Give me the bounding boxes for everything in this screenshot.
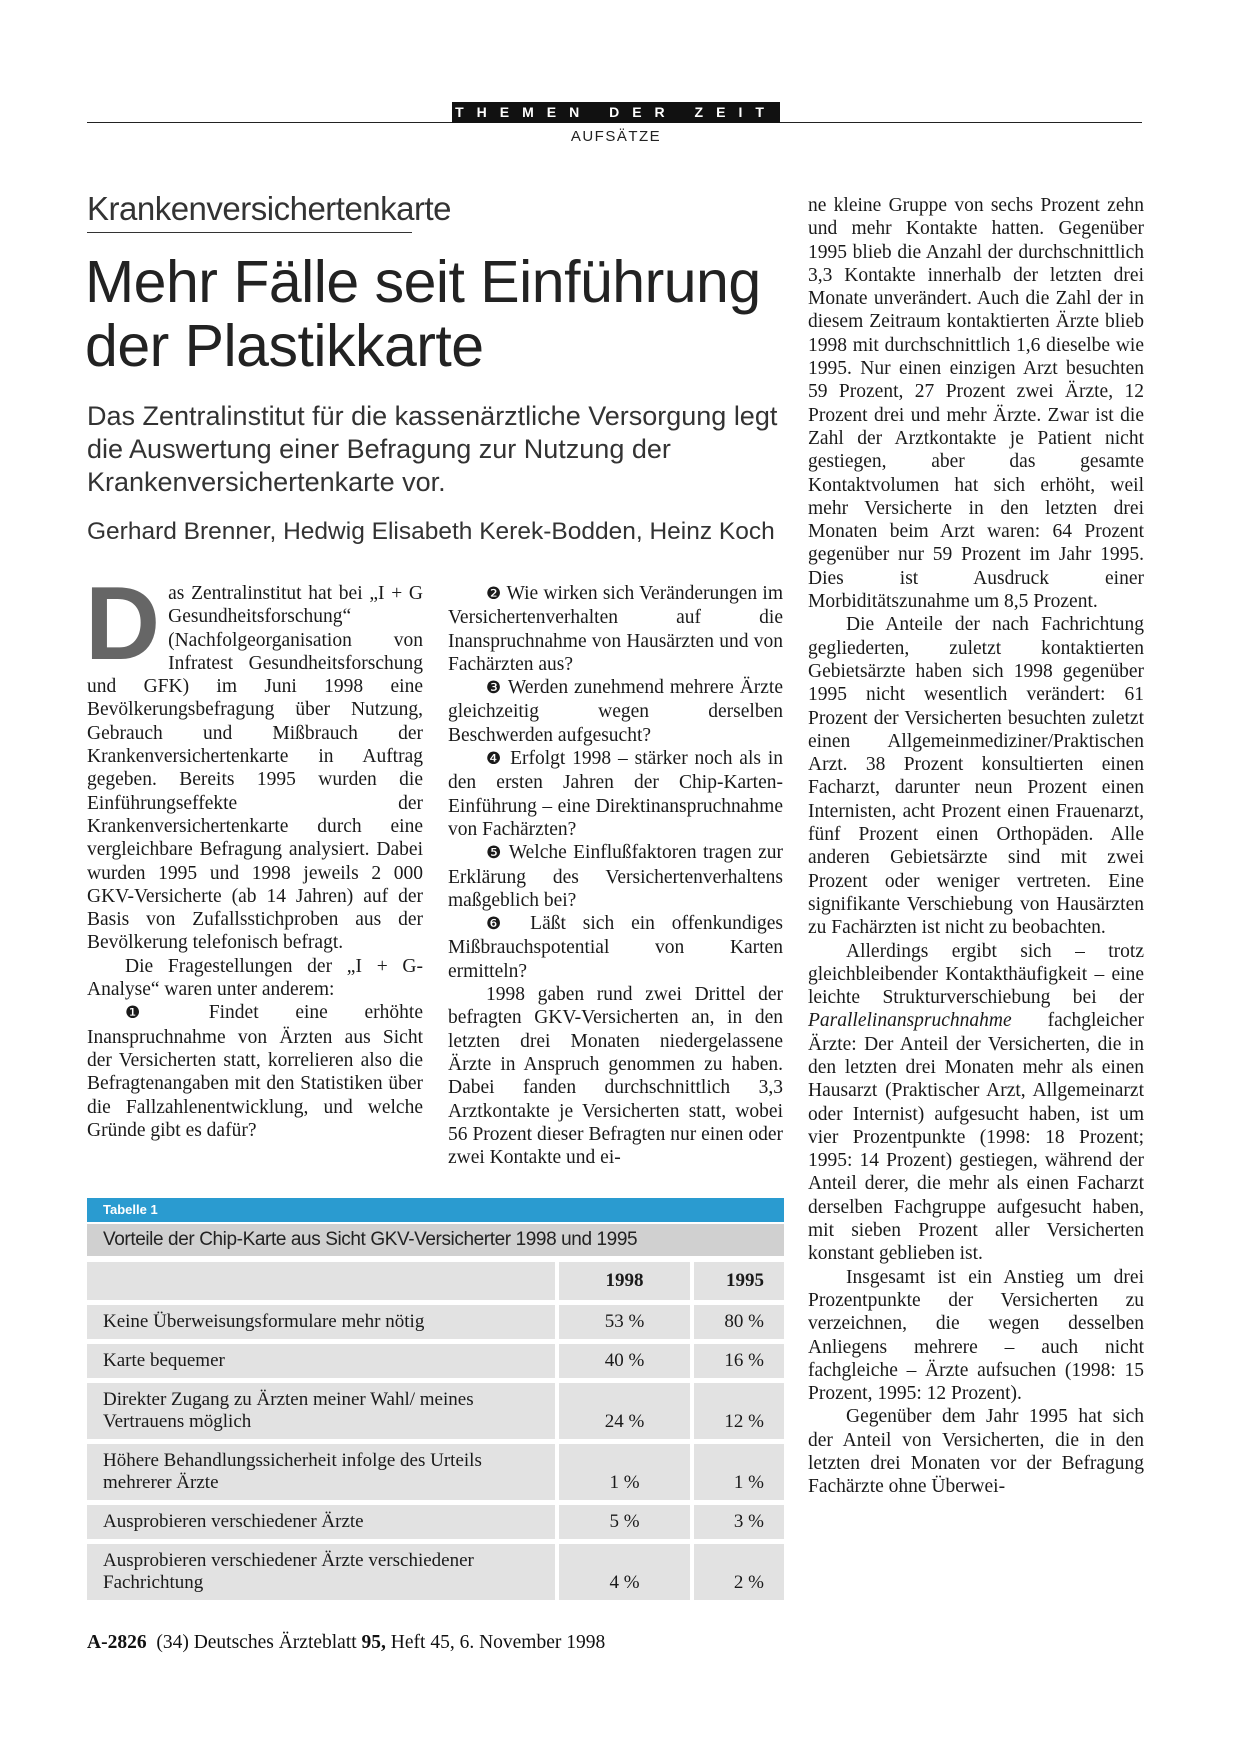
table-cell-1995: 80 % (724, 1311, 764, 1332)
table-title: Vorteile der Chip-Karte aus Sicht GKV-Versicherter 1998 und 1995 (87, 1224, 784, 1256)
table-row (87, 1505, 784, 1539)
paragraph: Das Zentralinstitut hat bei „I + G Gesundheitsforschung“ (Nachfolgeorganisation von Infratest Gesundheitsforschung und GFK) im Juni 1998 eine Bevölkerungsbefragung über Nutzung, Gebrauch und Mißbrauch der Krankenversichertenkarte in Auftrag gegeben. Bereits 1995 wurden die Einführungseffekte der Krankenversichertenkarte durch eine vergleichbare Befragung analysiert. Dabei wurden 1995 und 1998 jeweils 2 000 GKV-Versicherte (ab 14 Jahren) auf der Basis von Zufallsstichproben aus der Bevölkerung telefonisch befragt. (85, 566, 423, 954)
paragraph: ne kleine Gruppe von sechs Prozent zehn und mehr Kontakte hatten. Gegenüber 1995 blieb die Anzahl der durchschnittlich 3,3 Kontakte innerhalb der letzten drei Monate unverändert. Auch die Zahl der in diesem Zeitraum kontaktierten Ärzte blieb 1998 mit durchschnittlich 1,6 dieselbe wie 1995. Nur einen einzigen Arzt besuchten 59 Prozent, 27 Prozent zwei Ärzte, 12 Prozent drei und mehr Ärzte. Zwar ist die Zahl der Arztkontakte je Patient nicht gestiegen, aber das gesamte Kontaktvolumen hat sich erhöht, weil mehr Versicherte in den letzten drei Monaten beim Arzt waren: 64 Prozent gegenüber nur 59 Prozent im Jahr 1995. Dies ist Ausdruck einer Morbiditätszunahme um 8,5 Prozent. (808, 195, 1144, 613)
number-3-icon: ❸ (486, 678, 503, 699)
table-cell-1998: 53 % (559, 1305, 694, 1339)
table-cell-label: Ausprobieren verschiedener Ärzte (87, 1505, 559, 1539)
article-kicker: Krankenversichertenkarte (87, 190, 452, 227)
question-1: ❶ Findet eine erhöhte Inanspruchnahme von Ärzten aus Sicht der Versicherten statt, korrelieren also die Befragtenangaben mit den Statistiken über die Fallzahlenentwicklung, und welche Gründe gibt es dafür? (87, 1002, 423, 1141)
table-header-row (87, 1262, 784, 1300)
table-cell-1995: 16 % (724, 1350, 764, 1371)
paragraph: Allerdings ergibt sich – trotz gleichbleibender Kontakthäufigkeit – eine leichte Strukturverschiebung bei der Parallelinanspruchnahme fachgleicher Ärzte: Der Anteil der Versicherten, die in den letzten drei Monaten mehr als einen Hausarzt (Praktischer Arzt, Allgemeinarzt oder Internist) aufgesucht haben, ist um vier Prozentpunkte (1998: 18 Prozent; 1995: 14 Prozent) gestiegen, während der Anteil derer, die mehr als einen Facharzt derselben Fachgruppe aufgesucht haben, mit sieben Prozent aller Versicherten konstant geblieben ist. (808, 940, 1144, 1265)
body-column-3 (808, 194, 1144, 1499)
question-6: ❻ Läßt sich ein offenkundiges Mißbrauchspotential von Karten ermitteln? (448, 913, 783, 982)
table-cell-1995: 12 % (724, 1411, 764, 1432)
subsection-label: AUFSÄTZE (570, 128, 662, 145)
footer-issue: Heft 45, 6. November 1998 (385, 1632, 606, 1653)
table-cell-1998: 40 % (559, 1344, 694, 1378)
table-header-cell: 1995 (726, 1270, 764, 1291)
table-cell-label: Direkter Zugang zu Ärzten meiner Wahl/ meines Vertrauens möglich (87, 1383, 559, 1439)
number-4-icon: ❹ (486, 749, 504, 770)
table-cell-1998: 5 % (559, 1505, 694, 1539)
number-6-icon: ❻ (486, 914, 514, 935)
table-row (87, 1444, 784, 1500)
footer-volume: 95, (361, 1632, 386, 1653)
paragraph: Gegenüber dem Jahr 1995 hat sich der Anteil von Versicherten, die in den letzten drei Monaten vor der Befragung Fachärzte ohne Überwei- (808, 1406, 1144, 1498)
question-3: ❸ Werden zunehmend mehrere Ärzte gleichzeitig wegen derselben Beschwerden aufgesucht? (448, 677, 783, 746)
number-1-icon: ❶ (125, 1003, 173, 1024)
article-lead: Das Zentralinstitut für die kassenärztliche Versorgung legt die Auswertung einer Befragung zur Nutzung der Krankenversichertenkarte vor. (87, 401, 778, 497)
section-label: THEMEN DER ZEIT (452, 102, 780, 123)
table-row (87, 1544, 784, 1600)
table-cell-1995: 2 % (733, 1572, 764, 1593)
number-2-icon: ❷ (486, 584, 502, 604)
question-5: ❺ Welche Einflußfaktoren tragen zur Erklärung des Versichertenverhaltens maßgeblich bei? (448, 842, 783, 911)
paragraph: 1998 gaben rund zwei Drittel der befragten GKV-Versicherten an, in den letzten drei Monaten niedergelassene Ärzte in Anspruch genommen zu haben. Dabei fanden durchschnittlich 3,3 Arztkontakte je Versicherten statt, wobei 56 Prozent dieser Befragten nur einen oder zwei Kontakte und ei- (448, 984, 783, 1169)
emphasis: Parallelinanspruchnahme (808, 1010, 1012, 1032)
table-header-cell (87, 1262, 559, 1300)
table-label: Tabelle 1 (87, 1198, 784, 1222)
page-code: A-2826 (87, 1632, 147, 1653)
table-cell-label: Ausprobieren verschiedener Ärzte verschiedener Fachrichtung (87, 1544, 559, 1600)
paragraph: Die Fragestellungen der „I + G-Analyse“ waren unter anderem: (87, 955, 423, 1001)
table-row (87, 1305, 784, 1339)
paragraph: Insgesamt ist ein Anstieg um drei Prozentpunkte der Versicherten zu verzeichnen, die wegen desselben Anliegens mehrere – auch nicht fachgleiche – Ärzte aufsuchen (1998: 15 Prozent, 1995: 12 Prozent). (808, 1266, 1144, 1405)
drop-cap: D (85, 566, 161, 682)
table-cell-1995: 1 % (733, 1472, 764, 1493)
table-cell-1995: 3 % (733, 1511, 764, 1532)
data-table (87, 1198, 784, 1605)
table-cell-label: Höhere Behandlungssicherheit infolge des Urteils mehrerer Ärzte (87, 1444, 559, 1500)
table-row (87, 1344, 784, 1378)
table-cell-1998: 1 % (559, 1444, 694, 1500)
body-column-2 (448, 582, 783, 1169)
article-headline: Mehr Fälle seit Einführung der Plastikkarte (85, 249, 761, 379)
table-cell-label: Keine Überweisungsformulare mehr nötig (87, 1305, 559, 1339)
page-header (87, 100, 1142, 150)
question-2: ❷ Wie wirken sich Veränderungen im Versichertenverhalten auf die Inanspruchnahme von Hausärzten und von Fachärzten aus? (448, 583, 783, 675)
table-header-cell: 1998 (559, 1262, 694, 1300)
table-cell-label: Karte bequemer (87, 1344, 559, 1378)
article-authors: Gerhard Brenner, Hedwig Elisabeth Kerek-Bodden, Heinz Koch (87, 518, 775, 545)
table-cell-1998: 24 % (559, 1383, 694, 1439)
body-column-1 (85, 566, 423, 1142)
kicker-rule (87, 232, 412, 233)
footer-publication: (34) Deutsches Ärzteblatt (146, 1632, 362, 1653)
table-row (87, 1383, 784, 1439)
page-footer (87, 1632, 605, 1654)
question-4: ❹ Erfolgt 1998 – stärker noch als in den ersten Jahren der Chip-Karten-Einführung – eine Direktinanspruchnahme von Fachärzten? (448, 748, 783, 840)
number-5-icon: ❺ (486, 843, 503, 864)
paragraph: Die Anteile der nach Fachrichtung gegliederten, zuletzt kontaktierten Gebietsärzte haben sich 1998 gegenüber 1995 nicht wesentlich verändert: 61 Prozent der Versicherten besuchten zuletzt einen Allgemeinmediziner/Praktischen Arzt. 38 Prozent konsultierten einen Facharzt, darunter neun Prozent einen Internisten, acht Prozent einen Frauenarzt, fünf Prozent einen Orthopäden. Alle anderen Gebietsärzte sind mit zwei Prozent oder weniger vertreten. Eine signifikante Verschiebung von Hausärzten zu Fachärzten ist nicht zu beobachten. (808, 614, 1144, 939)
table-cell-1998: 4 % (559, 1544, 694, 1600)
table-grid (87, 1262, 784, 1600)
